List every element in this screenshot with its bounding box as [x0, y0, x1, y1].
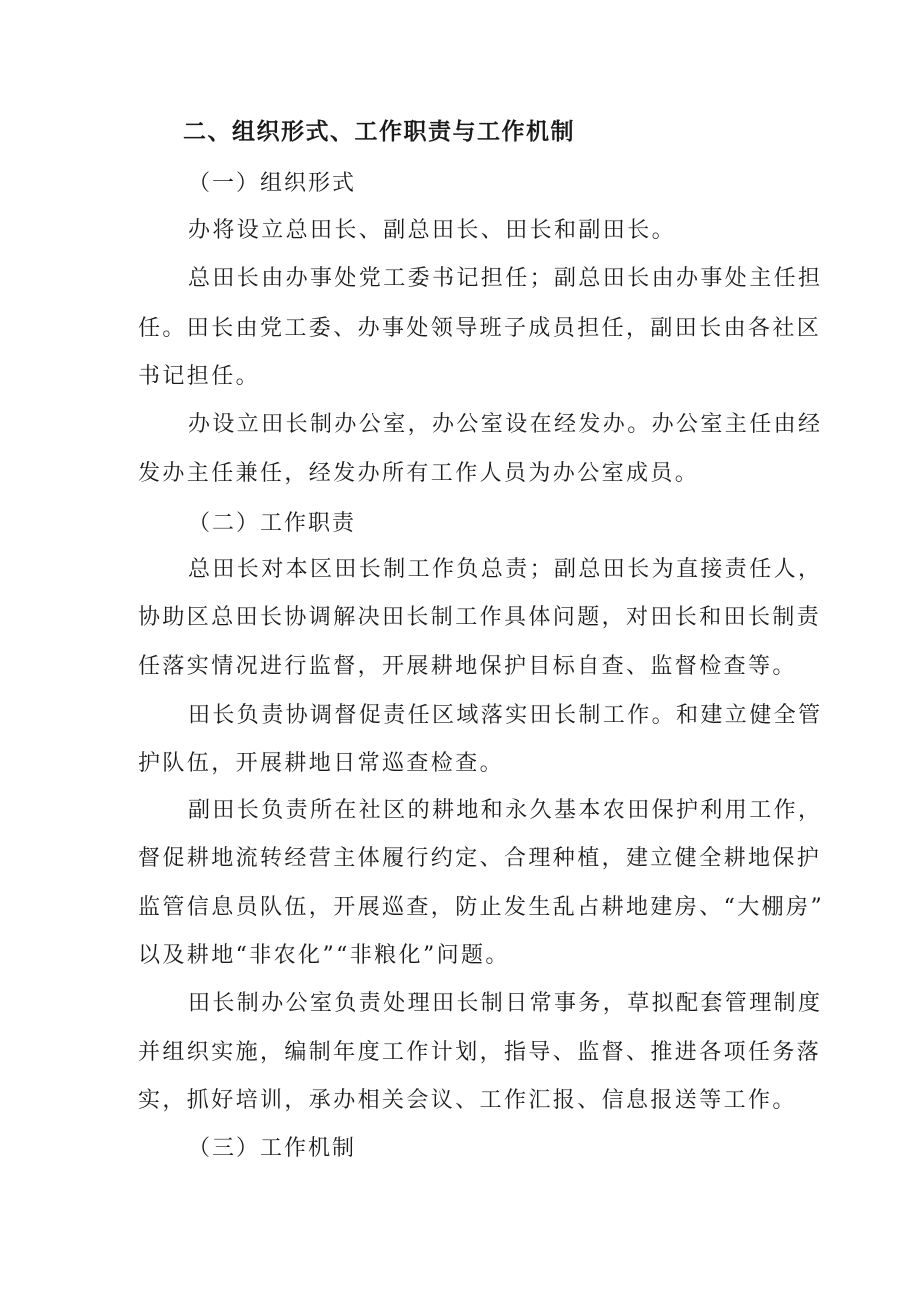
subsection-title-duties: （二）工作职责 [188, 511, 357, 536]
paragraph-line: 书记担任。 [138, 364, 261, 389]
subsection-title-mechanism: （三）工作机制 [188, 1136, 357, 1161]
paragraph-line: 协助区总田长协调解决田长制工作具体问题，对田长和田长制责 [138, 605, 822, 630]
paragraph-line: 并组织实施，编制年度工作计划，指导、监督、推进各项任务落 [138, 1040, 822, 1065]
paragraph-line: 办设立田长制办公室，办公室设在经发办。办公室主任由经 [188, 412, 823, 437]
paragraph-line: 监管信息员队伍，开展巡查，防止发生乱占耕地建房、“大棚房” [138, 895, 825, 920]
paragraph-line: 发办主任兼任，经发办所有工作人员为办公室成员。 [138, 461, 700, 486]
paragraph-line: 总田长对本区田长制工作负总责；副总田长为直接责任人， [188, 557, 823, 582]
section-heading: 二、组织形式、工作职责与工作机制 [183, 119, 575, 145]
paragraph-line: 督促耕地流转经营主体履行约定、合理种植，建立健全耕地保护 [138, 846, 822, 871]
paragraph-line: 副田长负责所在社区的耕地和永久基本农田保护利用工作， [188, 798, 823, 823]
subsection-title-organization: （一）组织形式 [188, 171, 357, 196]
paragraph-line: 护队伍，开展耕地日常巡查检查。 [138, 751, 505, 776]
paragraph-line: 办将设立总田长、副总田长、田长和副田长。 [188, 218, 677, 243]
paragraph-line: 田长制办公室负责处理田长制日常事务，草拟配套管理制度 [188, 991, 823, 1016]
paragraph-line: 总田长由办事处党工委书记担任；副总田长由办事处主任担 [188, 266, 823, 291]
paragraph-line: 任。田长由党工委、办事处领导班子成员担任，副田长由各社区 [138, 316, 822, 341]
paragraph-line: 任落实情况进行监督，开展耕地保护目标自查、监督检查等。 [138, 654, 797, 679]
paragraph-line: 实，抓好培训，承办相关会议、工作汇报、信息报送等工作。 [138, 1088, 797, 1113]
paragraph-line: 田长负责协调督促责任区域落实田长制工作。和建立健全管 [188, 703, 823, 728]
paragraph-line: 以及耕地“非农化”“非粮化”问题。 [138, 943, 510, 968]
